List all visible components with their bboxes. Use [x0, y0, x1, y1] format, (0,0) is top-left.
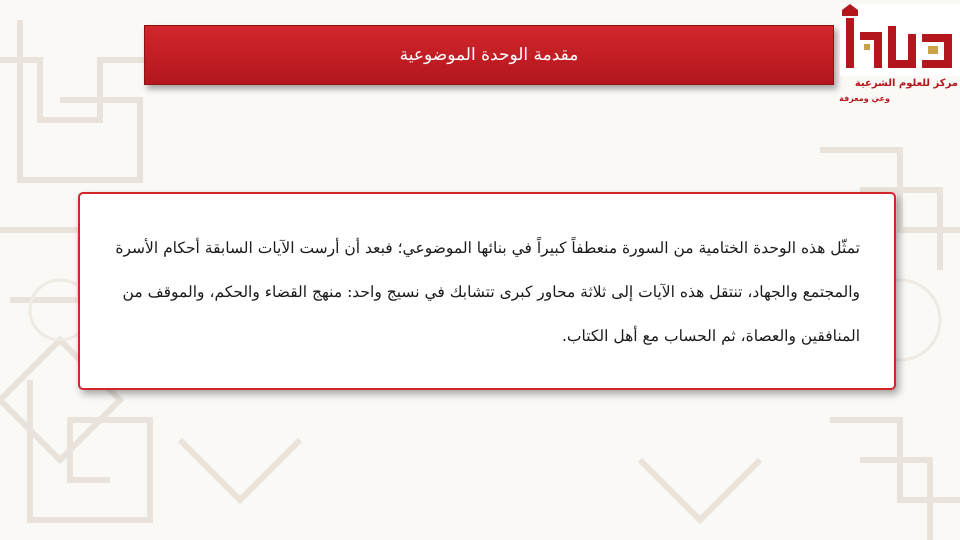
- logo-tagline: وعي ومعرفة: [839, 94, 890, 103]
- logo: [838, 4, 960, 108]
- slide-title: مقدمة الوحدة الموضوعية: [399, 45, 579, 65]
- logo-caption: مركز للعلوم الشرعية: [854, 78, 958, 89]
- content-paragraph: تمثّل هذه الوحدة الختامية من السورة منعطفاً كبيراً في بنائها الموضوعي؛ فبعد أن أرست الآيات السابقة أحكام الأسرة والمجتمع والجهاد، تنتقل هذه الآيات إلى ثلاثة محاور كبرى تتشابك في نسيج واحد: منهج القضاء والحكم، والموقف من المنافقين والعصاة، ثم الحساب مع أهل الكتاب.: [115, 239, 860, 345]
- logo-mark: [838, 4, 960, 108]
- title-banner: [144, 25, 834, 85]
- content-box: [78, 192, 896, 390]
